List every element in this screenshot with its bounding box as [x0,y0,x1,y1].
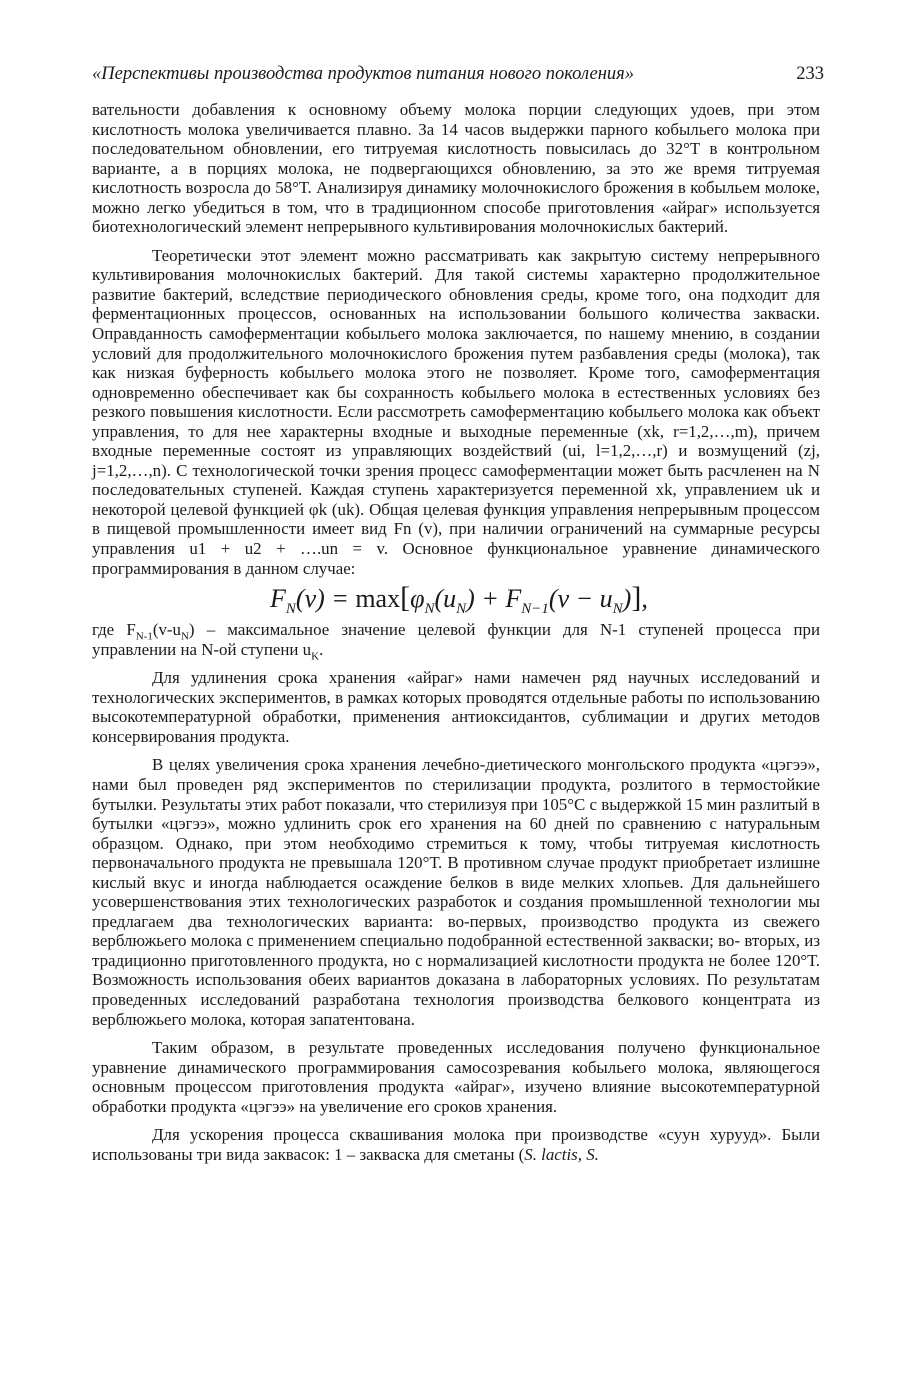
dynamic-programming-formula [92,576,820,620]
paragraph-6-text: Для ускорения процесса сквашивания молока при производстве «суун хурууд». Были использованы три вида заквасок: 1 – закваска для сметаны ( [92,1125,820,1164]
where-prefix: где F [92,620,136,640]
where-rest: ) – максимальное значение целевой функции для N-1 ступеней процесса при управлении на N-ой ступени u [92,620,820,659]
paragraph-1: вательности добавления к основному объему молока порции следующих удоев, при этом кислотность молока увеличивается плавно. За 14 часов выдержки парного кобыльего молока при последовательном обновлении, его титруемая кислотность повысилась до 32°Т в контрольном варианте, а в порциях молока, не подвергающихся обновлению, за это же время титруемая кислотность возросла до 58°Т. Анализируя динамику молочнокислого брожения в кобыльем молоке, можно легко убедиться в том, что в традиционном способе приготовления «айраг» используется биотехнологический элемент непрерывного культивирования молочнокислых бактерий. [92,100,820,237]
page-number: 233 [796,64,824,84]
paragraph-6-species: S. lactis, S. [524,1144,599,1164]
where-sub: N-1 [135,630,153,643]
paragraph-2: Теоретически этот элемент можно рассматривать как закрытую систему непрерывного культивирования молочнокислых бактерий. Для такой системы характерно продолжительное развитие бактерий, вследствие периодического обновления среды, кроме того, она подходит для ферментационных процессов, основанных на использовании большого количества закваски. Оправданность самоферментации кобыльего молока заключается, по нашему мнению, в создании условий для продолжительного молочнокислого брожения путем разбавления среды (молока), так как низкая буферность кобыльего молока этого не позволяет. Кроме того, самоферментация одновременно обеспечивает как бы сохранность кобыльего молока в естественных условиях без резкого повышения кислотности. Если рассмотреть самоферментацию кобыльего молока как объект управления, то для нее характерны входные и выходные переменные (xk, r=1,2,…,m), причем входные переменные состоят из управляющих воздействий (ui, l=1,2,…,r) и возмущений (zj, j=1,2,…,n). С технологической точки зрения процесс самоферментации может быть расчленен на N последовательных ступеней. Каждая ступень характеризуется переменной xk, управлением uk и некоторой целевой функцией φk (uk). Общая целевая функция управления непрерывным процессом в пищевой промышленности имеет вид Fn (v), при наличии ограничений на суммарные ресурсы управления u1 + u2 + ….un = v. Основное функциональное уравнение динамического программирования в данном случае: [92,245,820,578]
where-end: . [319,639,324,659]
body-text [92,100,820,1173]
formula-body: $F_N(v) = \max[\varphi_N(u_N) + F_{N-1}(v - u_N)]$, [270,581,648,618]
paragraph-3: Для удлинения срока хранения «айраг» нами намечен ряд научных исследований и технологических экспериментов, в рамках которых проводятся отдельные работы по использованию высокотемпературной обработки, применения антиоксидантов, сублимации и других методов консервирования продукта. [92,668,820,746]
where-mid: (v-u [152,620,181,640]
where-sub3: K [311,650,320,663]
formula-explanation [92,620,820,663]
paragraph-6 [92,1125,820,1164]
where-sub2: N [180,630,189,643]
paragraph-5: Таким образом, в результате проведенных исследования получено функциональное уравнение динамического программирования самосозревания кобыльего молока, являющегося основным процессом приготовления продукта «айраг», изучено влияние высокотемпературной обработки продукта «цэгээ» на увеличение его сроков хранения. [92,1038,820,1116]
page-header [92,64,824,90]
running-title: «Перспективы производства продуктов питания нового поколения» [92,64,634,84]
paragraph-4: В целях увеличения срока хранения лечебно-диетического монгольского продукта «цэгээ», нами был проведен ряд экспериментов по стерилизации продукта, розлитого в термостойкие бутылки. Результаты этих работ показали, что стерилизуя при 105°С с выдержкой 15 мин разлитый в бутылки «цэгээ», можно удлинить срок его хранения на 60 дней по сравнению с натуральным образцом. Однако, при этом необходимо стремиться к тому, чтобы титруемая кислотность первоначального продукта не превышала 120°Т. В противном случае продукт приобретает излишне кислый вкус и иногда наблюдается осаждение белков в виде мелких хлопьев. Для дальнейшего усовершенствования этих технологических разработок и создания промышленной технологии мы предлагаем два технологических варианта: во-первых, производство продукта из свежего верблюжьего молока с применением специально подобранной естественной закваски; во- вторых, из традиционно приготовленного продукта, но с нормализацией кислотности продукта не более 120°Т. Возможность использования обеих вариантов доказана в лабораторных условиях. По результатам проведенных исследований разработана технология производства белкового концентрата из верблюжьего молока, которая запатентована. [92,755,820,1029]
